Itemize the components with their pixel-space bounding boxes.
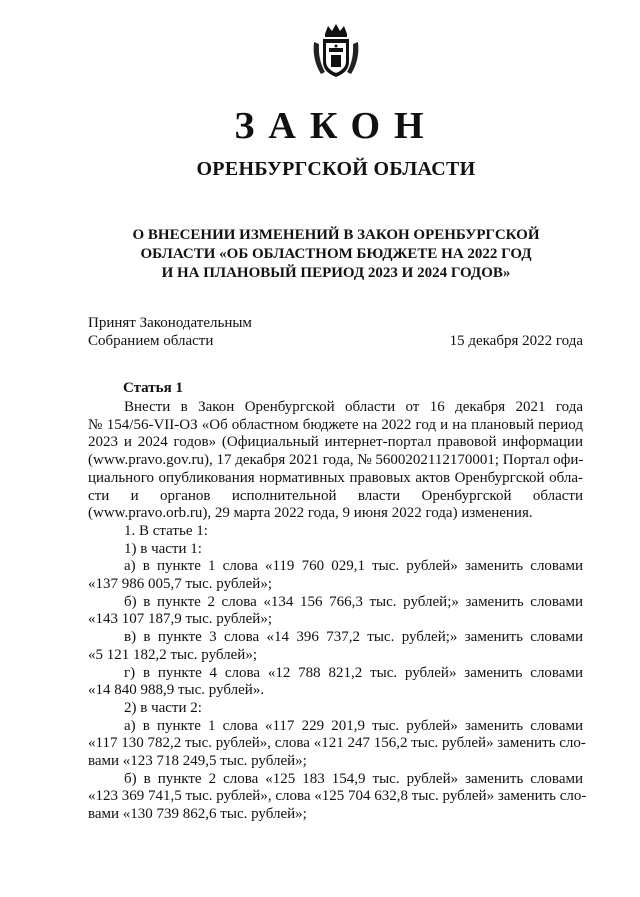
- article-body: [88, 399, 587, 824]
- body-line: 1. В статье 1:: [124, 522, 208, 539]
- article-heading: Статья 1: [123, 380, 183, 396]
- body-line: 2023 и 2024 годов» (Официальный интернет-портал правовой информации: [88, 434, 583, 451]
- body-line: «137 986 005,7 тыс. рублей»;: [88, 576, 272, 593]
- body-line: (www.pravo.orb.ru), 29 марта 2022 года, 9 июня 2022 года) изменения.: [88, 505, 533, 522]
- adopted-by-line1: Принят Законодательным: [88, 315, 252, 331]
- body-line: циального опубликования нормативных правовых актов Оренбургской обла-: [88, 469, 583, 486]
- body-line: а) в пункте 1 слова «117 229 201,9 тыс. рублей» заменить словами: [124, 717, 583, 734]
- body-line: «14 840 988,9 тыс. рублей».: [88, 682, 265, 699]
- body-line: б) в пункте 2 слова «134 156 766,3 тыс. рублей;» заменить словами: [124, 593, 583, 610]
- body-line: 1) в части 1:: [124, 540, 202, 557]
- body-line: вами «130 739 862,6 тыс. рублей»;: [88, 806, 307, 823]
- body-line: «117 130 782,2 тыс. рублей», слова «121 247 156,2 тыс. рублей» заменить сло-: [88, 735, 586, 752]
- law-title: ЗАКОН: [234, 105, 438, 147]
- body-line: (www.pravo.gov.ru), 17 декабря 2021 года, № 5600202112170001; Портал офи-: [88, 452, 584, 469]
- body-line: б) в пункте 2 слова «125 183 154,9 тыс. рублей» заменить словами: [124, 770, 583, 787]
- subject-line: ОБЛАСТИ «ОБ ОБЛАСТНОМ БЮДЖЕТЕ НА 2022 ГОД: [140, 246, 532, 262]
- region-title: ОРЕНБУРГСКОЙ ОБЛАСТИ: [196, 158, 476, 180]
- law-subject: [120, 226, 552, 283]
- body-line: «143 107 187,9 тыс. рублей»;: [88, 611, 272, 628]
- body-line: а) в пункте 1 слова «119 760 029,1 тыс. рублей» заменить словами: [124, 558, 583, 575]
- body-line: г) в пункте 4 слова «12 788 821,2 тыс. рублей» заменить словами: [124, 664, 583, 681]
- body-line: в) в пункте 3 слова «14 396 737,2 тыс. рублей;» заменить словами: [124, 629, 583, 646]
- adoption-info: [88, 314, 252, 350]
- body-line: вами «123 718 249,5 тыс. рублей»;: [88, 753, 307, 770]
- adopted-by-line2: Собранием области: [88, 333, 214, 349]
- body-line: «123 369 741,5 тыс. рублей», слова «125 704 632,8 тыс. рублей» заменить сло-: [88, 788, 587, 805]
- adoption-date: 15 декабря 2022 года: [449, 333, 583, 349]
- orenburg-coat-of-arms-icon: [311, 22, 361, 80]
- body-line: сти и органов исполнительной власти Оренбургской области: [88, 487, 583, 504]
- body-line: № 154/56-VII-ОЗ «Об областном бюджете на 2022 год и на плановый период: [88, 416, 583, 433]
- subject-line: И НА ПЛАНОВЫЙ ПЕРИОД 2023 И 2024 ГОДОВ»: [161, 265, 511, 281]
- body-line: 2) в части 2:: [124, 699, 202, 716]
- subject-line: О ВНЕСЕНИИ ИЗМЕНЕНИЙ В ЗАКОН ОРЕНБУРГСКОЙ: [132, 227, 540, 243]
- body-line: «5 121 182,2 тыс. рублей»;: [88, 646, 257, 663]
- body-line: Внести в Закон Оренбургской области от 16 декабря 2021 года: [124, 399, 583, 415]
